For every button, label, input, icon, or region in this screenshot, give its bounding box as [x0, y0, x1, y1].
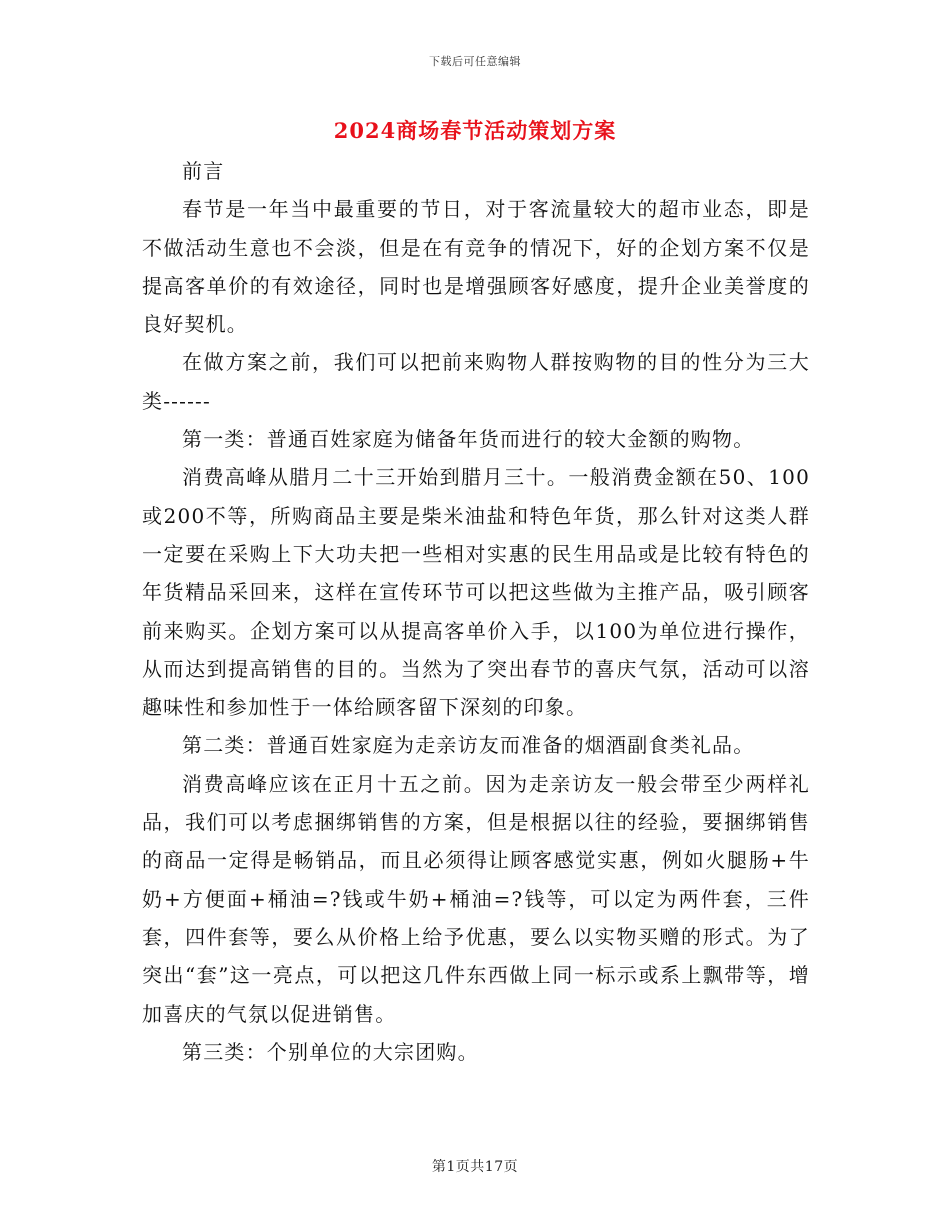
paragraph: 春节是一年当中最重要的节日，对于客流量较大的超市业态，即是不做活动生意也不会淡，但是在有竞争的情况下，好的企划方案不仅是提高客单价的有效途径，同时也是增强顾客好感度，提升企业美誉度的良好契机。 [142, 197, 810, 337]
paragraph-category-1: 第一类：普通百姓家庭为储备年货而进行的较大金额的购物。 [182, 427, 755, 452]
paragraph-category-2: 第二类：普通百姓家庭为走亲访友而准备的烟酒副食类礼品。 [182, 733, 755, 758]
document-title: 2024商场春节活动策划方案 [333, 118, 617, 143]
paragraph-preface: 前言 [182, 159, 225, 183]
paragraph: 在做方案之前，我们可以把前来购物人群按购物的目的性分为三大类------ [142, 350, 810, 413]
document-body [142, 152, 810, 1071]
header-note: 下载后可任意编辑 [429, 55, 521, 68]
paragraph: 消费高峰从腊月二十三开始到腊月三十。一般消费金额在50、100或200不等，所购商品主要是柴米油盐和特色年货，那么针对这类人群一定要在采购上下大功夫把一些相对实惠的民生用品或是比较有特色的年货精品采回来，这样在宣传环节可以把这些做为主推产品，吸引顾客前来购买。企划方案可以从提高客单价入手，以100为单位进行操作，从而达到提高销售的目的。当然为了突出春节的喜庆气氛，活动可以溶趣味性和参加性于一体给顾客留下深刻的印象。 [142, 465, 810, 720]
page-number: 第1页共17页 [431, 1159, 519, 1175]
paragraph-category-3: 第三类：个别单位的大宗团购。 [182, 1039, 479, 1064]
paragraph: 消费高峰应该在正月十五之前。因为走亲访友一般会带至少两样礼品，我们可以考虑捆绑销售的方案，但是根据以往的经验，要捆绑销售的商品一定得是畅销品，而且必须得让顾客感觉实惠，例如火腿肠+牛奶+方便面+桶油=?钱或牛奶+桶油=?钱等，可以定为两件套，三件套，四件套等，要么从价格上给予优惠，要么以实物买赠的形式。为了突出“套”这一亮点，可以把这几件东西做上同一标示或系上飘带等，增加喜庆的气氛以促进销售。 [142, 771, 810, 1026]
